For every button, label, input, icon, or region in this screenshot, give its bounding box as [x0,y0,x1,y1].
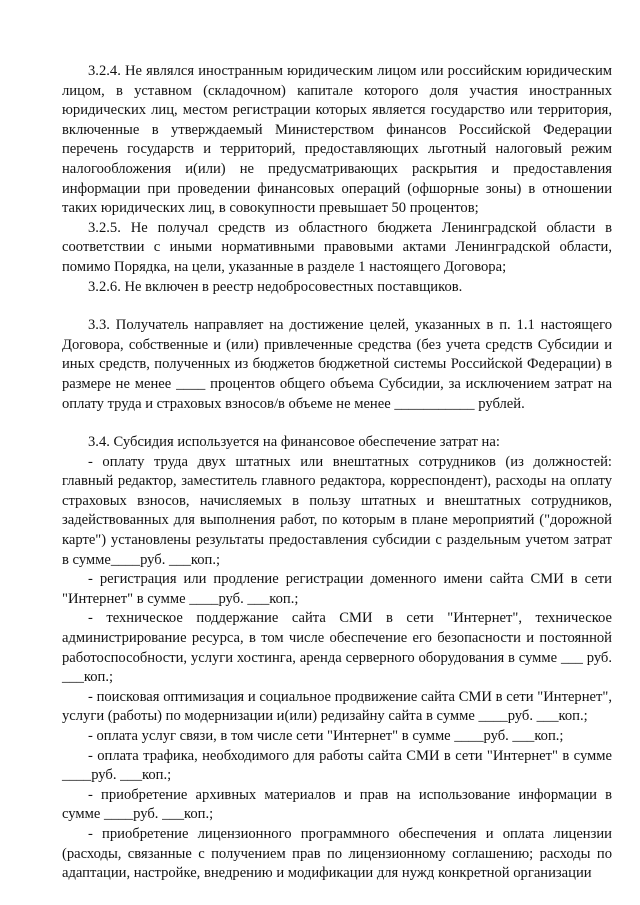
item-tech-support: - техническое поддержание сайта СМИ в сети "Интернет", техническое администрирование ресурса, в том числе обеспечение его безопасности и постоянной работоспособности, услуги хостинга, аренда серверного оборудования в сумме ___ руб. ___коп.; [62,610,612,686]
paragraph-3-4: 3.4. Субсидия используется на финансовое обеспечение затрат на: [88,434,500,451]
spacer [62,414,612,433]
item-seo: - поисковая оптимизация и социальное продвижение сайта СМИ в сети "Интернет", услуги (работы) по модернизации и(или) редизайну сайта в сумме ____руб. ___коп.; [62,688,612,725]
spacer [62,297,612,316]
paragraph-3-2-4: 3.2.4. Не являлся иностранным юридическим лицом или российским юридическим лицом, в уставном (складочном) капитале которого доля участия иностранных юридических лиц, местом регистрации которых является государство или территория, включенные в утверждаемый Министерством финансов Российской Федерации перечень государств и территорий, предоставляющих льготный налоговый режим налогообложения и(или) не предусматривающих раскрытия и предоставления информации при проведении финансовых операций (офшорные зоны) в отношении таких юридических лиц, в совокупности превышает 50 процентов; [62,63,612,217]
document-body [62,62,612,884]
item-traffic: - оплата трафика, необходимого для работы сайта СМИ в сети "Интернет" в сумме ____руб. ___коп.; [62,747,612,784]
item-domain: - регистрация или продление регистрации доменного имени сайта СМИ в сети "Интернет" в сумме ____руб. ___коп.; [62,571,612,607]
paragraph-3-3: 3.3. Получатель направляет на достижение целей, указанных в п. 1.1 настоящего Договора, собственные и (или) привлеченные средства (без учета средств Субсидии и иных средств, полученных из бюджетов бюджетной системы Российской Федерации) в размере не менее ____ процентов общего объема Субсидии, за исключением затрат на оплату труда и страховых взносов/в объеме не менее ___________ рублей. [62,317,612,412]
item-archives: - приобретение архивных материалов и прав на использование информации в сумме ____руб. ___коп.; [62,786,612,823]
paragraph-3-2-6: 3.2.6. Не включен в реестр недобросовестных поставщиков. [88,278,463,295]
paragraph-3-2-5: 3.2.5. Не получал средств из областного бюджета Ленинградской области в соответствии с иными нормативными правовыми актами Ленинградской области, помимо Порядка, на цели, указанные в разделе 1 настоящего Договора; [62,219,612,275]
item-communications: - оплата услуг связи, в том числе сети "Интернет" в сумме ____руб. ___коп.; [88,728,564,744]
item-salary: - оплату труда двух штатных или внештатных сотрудников (из должностей: главный редактор, заместитель главного редактора, корреспондент), расходы на оплату страховых взносов, начисляемых в пользу штатных и внештатных сотрудников, задействованных для выполнения работ, по которым в плане мероприятий ("дорожной карте") установлены результаты предоставления субсидии с раздельным учетом затрат в сумме____руб. ___коп.; [62,453,612,568]
item-software-license: - приобретение лицензионного программного обеспечения и оплата лицензии (расходы, связанные с получением прав по лицензионному соглашению; расходы по адаптации, настройке, внедрению и модификации для нужд конкретной организации [62,825,612,882]
